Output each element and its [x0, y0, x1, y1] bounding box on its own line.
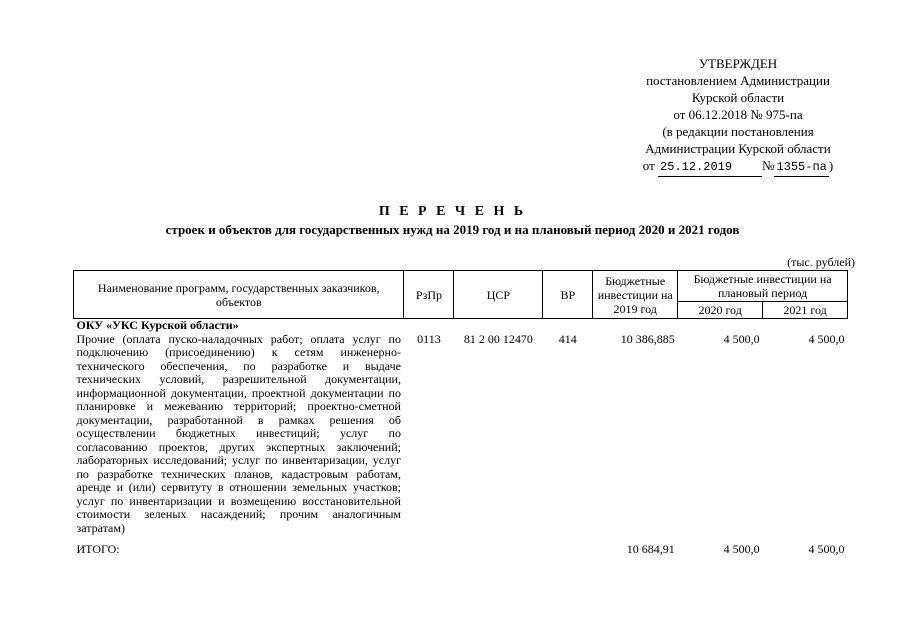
total-inv2019: 10 684,91 — [626, 542, 675, 556]
document-subtitle: строек и объектов для государственных нужд на 2019 год и на плановый период 2020 и 2021 годов — [165, 222, 740, 237]
header-name: Наименование программ, государственных заказчиков, объектов — [74, 271, 404, 319]
row-2020: 4 500,0 — [723, 331, 760, 346]
organization-name: ОКУ «УКС Курской области» — [76, 318, 239, 332]
date-prefix: от — [642, 158, 655, 173]
header-2021: 2021 год — [763, 302, 848, 319]
header-rzpr: РзПр — [404, 271, 454, 319]
table-row — [74, 333, 848, 536]
header-planned: Бюджетные инвестиции на плановый период — [678, 271, 848, 302]
row-inv2019: 10 386,885 — [620, 331, 675, 346]
total-2021: 4 500,0 — [808, 542, 845, 556]
row-description: Прочие (оплата пуско-наладочных работ; оплата услуг по подключению (присоединению) к сетям инженерно-технического обеспечения, по разработке и выдаче технических условий, разрешительной документации, информационной документации, проектной документации по планировке и межеванию территорий; проектно-сметной документации, разработанной в рамках решения об осуществлении бюджетных инвестиций; услуг по согласованию проектов, других экспертных заключений; лабораторных исследований; услуг по инвентаризации, услуг по разработке технических планов, кадастровым работам, аренде и (или) сервитуту в отношении земельных участков; услуг по инвентаризации и возмещению восстановительной стоимости зеленых насаждений; прочим аналогичным затратам) — [76, 331, 401, 535]
revision-number: 1355-па — [774, 159, 828, 177]
approval-line: (в редакции постановления — [662, 124, 814, 139]
approval-line: Курской области — [691, 90, 785, 105]
approval-line: Администрации Курской области — [645, 141, 831, 156]
row-csr: 81 2 00 12470 — [463, 331, 533, 346]
total-label: ИТОГО: — [76, 542, 120, 556]
total-row — [74, 535, 848, 557]
approval-line-date — [588, 157, 888, 177]
closing-paren: ) — [828, 158, 834, 173]
header-inv2019: Бюджетные инвестиции на 2019 год — [593, 271, 678, 319]
document-heading — [0, 203, 905, 239]
approval-block — [588, 55, 888, 177]
header-vr: ВР — [543, 271, 593, 319]
total-2020: 4 500,0 — [723, 542, 760, 556]
investment-table — [73, 270, 848, 557]
unit-label: (тыс. рублей) — [787, 255, 855, 269]
row-rzpr: 0113 — [417, 331, 441, 346]
revision-date: 25.12.2019 — [658, 159, 762, 177]
row-vr: 414 — [558, 331, 577, 346]
header-csr: ЦСР — [454, 271, 543, 319]
approval-line: от 06.12.2018 № 975-па — [673, 107, 803, 122]
approval-title: УТВЕРЖДЕН — [698, 56, 778, 71]
header-2020: 2020 год — [678, 302, 763, 319]
row-2021: 4 500,0 — [808, 331, 845, 346]
number-label: № — [762, 158, 775, 173]
document-title: П Е Р Е Ч Е Н Ь — [378, 204, 527, 219]
approval-line: постановлением Администрации — [646, 73, 830, 88]
